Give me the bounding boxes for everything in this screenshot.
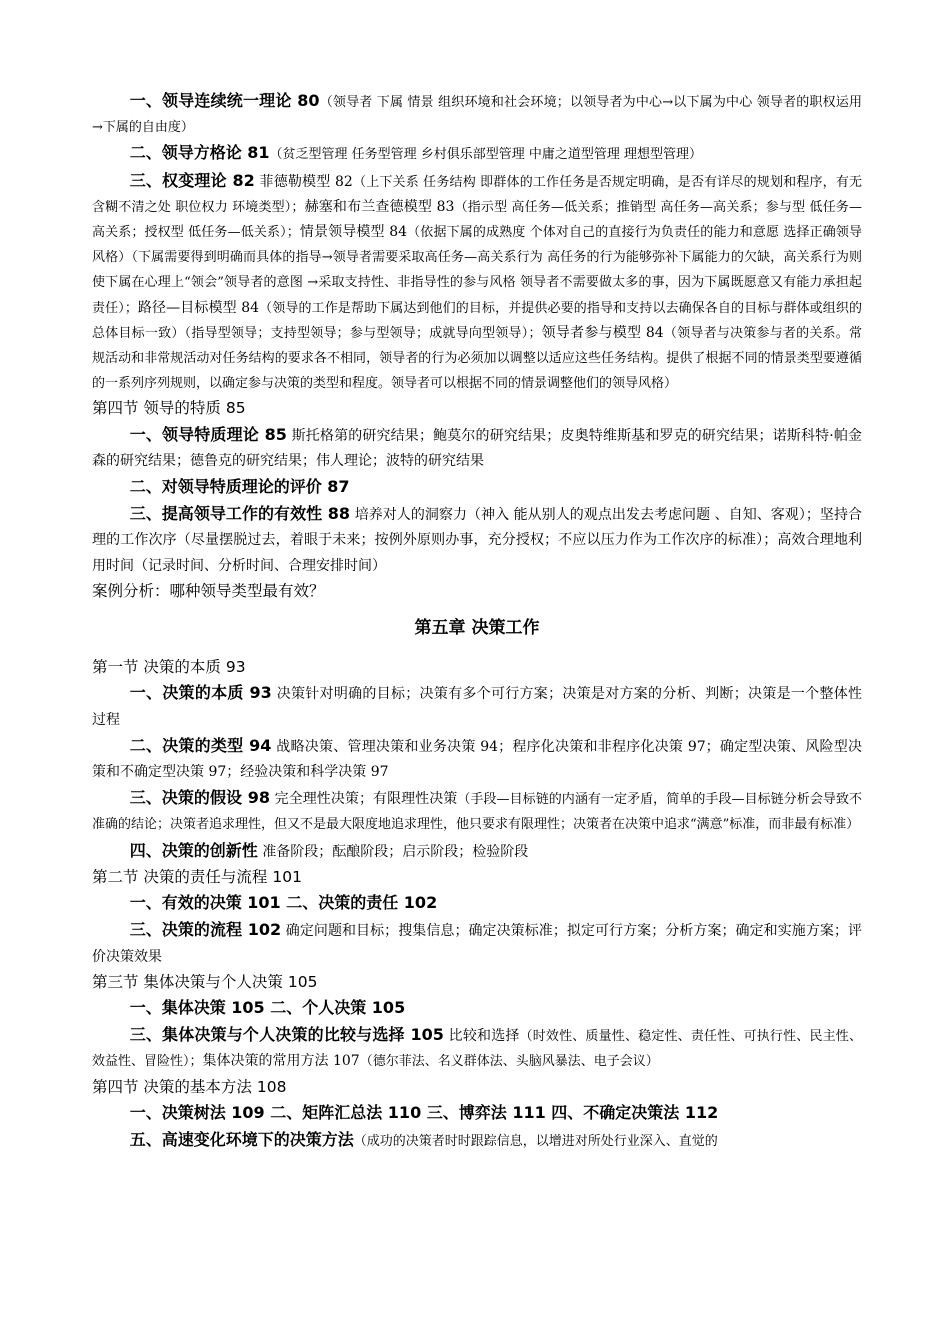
chapter-title: 第五章 决策工作 bbox=[414, 618, 540, 639]
paragraph-group-decision bbox=[92, 995, 862, 1022]
item-text: （手段—目标链的内涵有一定矛盾，简单的手段—目标链分析会导致不准确的结论；决策者追求理性，但又不是最大限度地追求理性，他只要求有限理性；决策者在决策中追求“满意”标准，而非最有标准） bbox=[92, 792, 863, 833]
item-heading: 一、领导特质理论 85 bbox=[129, 424, 287, 444]
item-text: （贫乏型管理 任务型管理 乡村俱乐部型管理 中庸之道型管理 理想型管理） bbox=[269, 147, 703, 163]
item-heading: 一、决策的本质 93 bbox=[129, 683, 272, 703]
item-text: （领导者与决策参与者的关系。常规活动和非常规活动对任务结构的要求各不相同，领导者的行为必须加以调整以适应这些任务结构。提供了根据不同的情景类型要遵循的一系列序列规则，以确定参与决策的类型和程度。领导者可以根据不同的情景调整他们的领导风格） bbox=[92, 325, 862, 392]
item-heading: 四、决策的创新性 bbox=[129, 840, 258, 860]
section-heading: 第一节 决策的本质 93 bbox=[92, 658, 246, 677]
item-text: （依据下属的成熟度 个体对自己的直接行为负责任的能力和意愿 选择正确领导风格）（下属需要得到明确而具体的指导→领导者需要采取高任务—高关系行为 高任务的行为能够弥补下属能力的欠缺，高关系行为则使下属在心理上“领会”领导者的意图 →采取支持性、非指导性的参与风格 领导者不需要做太多的事，因为下属既愿意又有能力承担起责任）； bbox=[92, 225, 863, 316]
item-text: （领导者 下属 情景 组织环境和社会环境；以领导者为中心→以下属为中心 领导者的职权运用→下属的自由度） bbox=[92, 95, 862, 136]
paragraph-fast-change-method bbox=[92, 1127, 862, 1154]
paragraph-trait-theory bbox=[92, 422, 862, 474]
paragraph-decision-process bbox=[92, 917, 862, 969]
paragraph-decision-nature bbox=[92, 680, 862, 732]
item-text: （指示型 高任务—低关系；推销型 高任务—高关系；参与型 低任务—高关系；授权型 低任务—低关系）； bbox=[92, 199, 863, 241]
item-text: 决策针对明确的目标；决策有多个可行方案；决策是对方案的分析、判断；决策是一个整体性过程 bbox=[92, 686, 863, 728]
item-text: 准备阶段；酝酿阶段；启示阶段；检验阶段 bbox=[262, 843, 529, 860]
model-name: 路径—目标模型 84 bbox=[137, 299, 260, 316]
paragraph-decision-innovation bbox=[92, 838, 862, 865]
item-text: 斯托格第的研究结果；鲍莫尔的研究结果；皮奥特维斯基和罗克的研究结果；诺斯科特·帕金森的研究结果；德鲁克的研究结果；伟人理论；波特的研究结果 bbox=[92, 427, 862, 469]
paragraph-managerial-grid bbox=[92, 140, 862, 167]
section-heading: 第四节 领导的特质 85 bbox=[92, 399, 246, 418]
item-heading: 三、集体决策与个人决策的比较与选择 105 bbox=[129, 1025, 444, 1045]
paragraph-effective-decision bbox=[92, 890, 862, 917]
item-heading: 三、决策的流程 102 bbox=[129, 920, 282, 940]
section-heading: 第四节 决策的基本方法 108 bbox=[92, 1077, 287, 1096]
item-text: （时效性、质量性、稳定性、责任性、可执行性、民主性、效益性、冒险性）； bbox=[92, 1029, 862, 1070]
paragraph-decision-methods bbox=[92, 1100, 862, 1127]
paragraph-contingency-theory bbox=[92, 168, 862, 397]
paragraph-decision-assumptions bbox=[92, 785, 862, 837]
paragraph-continuum-theory bbox=[92, 88, 862, 140]
item-heading: 二、对领导特质理论的评价 87 bbox=[129, 477, 350, 497]
item-text: 确定问题和目标；搜集信息；确定决策标准；拟定可行方案；分析方案；确定和实施方案；评价决策效果 bbox=[92, 923, 862, 965]
item-text: 集体决策的常用方法 107 bbox=[202, 1053, 360, 1070]
item-text: 完全理性决策；有限理性决策 bbox=[274, 791, 458, 808]
item-text: 培养对人的洞察力（神入 能从别人的观点出发去考虑问题 、自知、客观）；坚持合理的工作次序（尽量摆脱过去，着眼于未来；按例外原则办事，充分授权；不应以压力作为工作次序的标准）；高效合理地利用时间（记录时间、分析时间、合理安排时间） bbox=[92, 507, 863, 574]
case-analysis: 案例分析：哪种领导类型最有效？ bbox=[92, 581, 325, 600]
item-text: （德尔菲法、名义群体法、头脑风暴法、电子会议） bbox=[359, 1054, 659, 1070]
item-text: （上下关系 任务结构 即群体的工作任务是否规定明确，是否有详尽的规划和程序，有无含糊不清之处 职位权力 环境类型）； bbox=[92, 174, 863, 215]
item-heading: 一、决策树法 109 二、矩阵汇总法 110 三、博弈法 111 四、不确定决策法 112 bbox=[129, 1102, 719, 1122]
model-name: 菲德勒模型 82 bbox=[259, 173, 353, 190]
item-heading: 三、提高领导工作的有效性 88 bbox=[129, 504, 351, 524]
paragraph-trait-evaluation bbox=[92, 474, 862, 501]
model-name: 赫塞和布兰查德模型 83 bbox=[304, 198, 455, 215]
model-name: 领导者参与模型 84 bbox=[541, 324, 664, 341]
model-name: 情景领导模型 84 bbox=[299, 224, 408, 241]
item-text: （领导的工作是帮助下属达到他们的目标，并提供必要的指导和支持以去确保各自的目标与群体或组织的总体目标一致）（指导型领导；支持型领导；参与型领导；成就导向型领导）； bbox=[92, 300, 862, 341]
item-text: （成功的决策者时时跟踪信息，以增进对所处行业深入、直觉的 bbox=[353, 1133, 718, 1149]
item-text: 比较和选择 bbox=[448, 1028, 520, 1045]
paragraph-decision-types bbox=[92, 733, 862, 785]
item-text: 战略决策、管理决策和业务决策 94；程序化决策和非程序化决策 97；确定型决策、风险型决策和不确定型决策 97；经验决策和科学决策 97 bbox=[92, 738, 863, 781]
paragraph-effectiveness bbox=[92, 501, 862, 579]
section-heading: 第三节 集体决策与个人决策 105 bbox=[92, 972, 318, 991]
item-heading: 五、高速变化环境下的决策方法 bbox=[129, 1129, 354, 1149]
paragraph-decision-comparison bbox=[92, 1022, 862, 1074]
item-heading: 一、集体决策 105 二、个人决策 105 bbox=[129, 997, 406, 1017]
item-heading: 三、决策的假设 98 bbox=[129, 788, 270, 808]
item-heading: 一、有效的决策 101 二、决策的责任 102 bbox=[129, 893, 438, 913]
item-heading: 一、领导连续统一理论 80 bbox=[129, 91, 320, 110]
item-heading: 二、领导方格论 81 bbox=[129, 143, 270, 163]
section-heading: 第二节 决策的责任与流程 101 bbox=[92, 867, 302, 886]
item-heading: 二、决策的类型 94 bbox=[129, 735, 272, 755]
item-heading: 三、权变理论 82 bbox=[129, 170, 255, 190]
